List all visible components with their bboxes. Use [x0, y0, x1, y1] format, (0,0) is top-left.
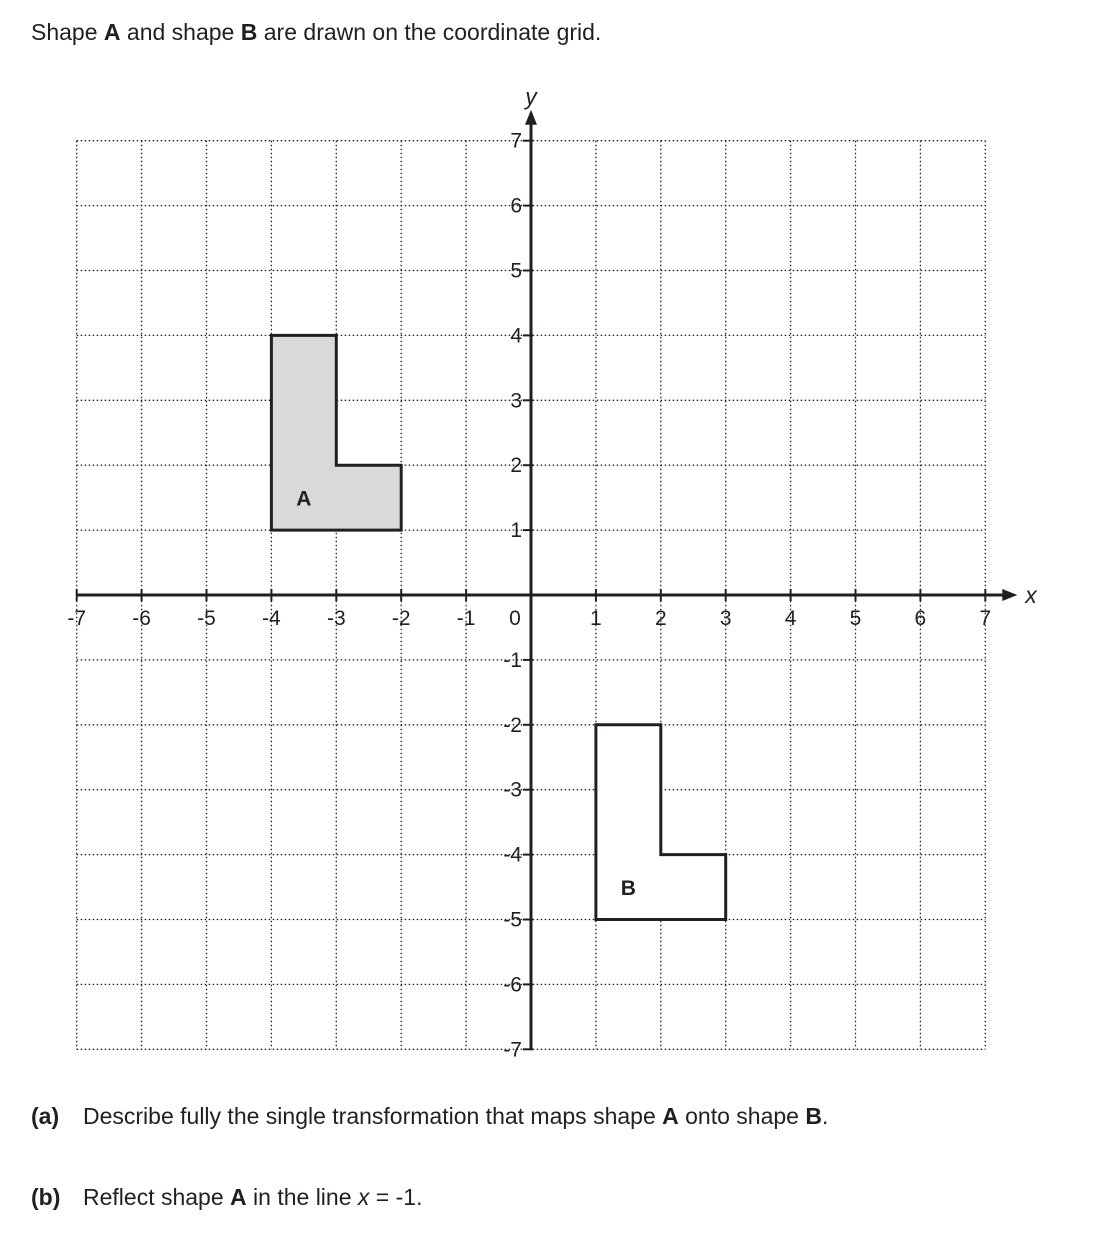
x-tick-label: -7 — [67, 607, 87, 630]
y-tick-label: 3 — [510, 389, 522, 413]
y-tick-label: -4 — [503, 843, 522, 867]
intro-text: Shape A and shape B are drawn on the coordinate grid. — [31, 19, 602, 45]
x-tick-label: -1 — [456, 607, 476, 630]
x-tick-label: 3 — [719, 607, 732, 630]
y-tick-label: -5 — [503, 908, 522, 932]
shape-b — [596, 725, 726, 920]
x-tick-label: -4 — [262, 607, 281, 630]
x-tick-label: 6 — [914, 607, 927, 630]
y-tick-label: -2 — [503, 713, 522, 737]
coordinate-grid — [0, 76, 1098, 1066]
y-tick-label: -3 — [503, 778, 522, 802]
x-tick-label: 5 — [849, 607, 862, 630]
y-tick-label: 2 — [510, 454, 522, 478]
axis-labels — [67, 84, 1038, 1062]
x-tick-label: -3 — [326, 607, 346, 630]
axes — [77, 110, 1018, 1050]
y-axis-arrow — [525, 110, 537, 125]
x-tick-label: -6 — [132, 607, 151, 630]
shape-a — [271, 335, 401, 530]
y-tick-label: 4 — [510, 324, 522, 348]
y-tick-label: 5 — [510, 259, 522, 283]
y-tick-label: -1 — [503, 648, 522, 672]
y-tick-label: 6 — [510, 194, 522, 218]
x-tick-label: -2 — [391, 607, 411, 630]
y-tick-label: 7 — [510, 129, 522, 153]
x-tick-label: 1 — [590, 607, 602, 630]
question-a: (a) Describe fully the single transformation that maps shape A onto shape B. — [31, 1103, 829, 1129]
question-b: (b) Reflect shape A in the line x = -1. — [31, 1184, 423, 1210]
y-axis-label: y — [525, 83, 537, 110]
intro-shape-b: B — [240, 19, 258, 45]
x-axis-arrow — [1002, 589, 1017, 601]
origin-label: 0 — [509, 607, 521, 630]
y-tick-label: 1 — [510, 519, 522, 543]
x-tick-label: -5 — [197, 607, 216, 630]
x-tick-label: 2 — [654, 607, 667, 630]
x-axis-label: x — [1025, 582, 1037, 608]
x-tick-label: 4 — [784, 607, 797, 630]
shape-a-label: A — [296, 487, 312, 511]
y-tick-label: -6 — [503, 973, 522, 997]
y-tick-label: -7 — [503, 1038, 522, 1062]
intro-shape-a: A — [103, 19, 121, 45]
x-tick-label: 7 — [979, 607, 992, 630]
shape-b-label: B — [620, 877, 636, 901]
